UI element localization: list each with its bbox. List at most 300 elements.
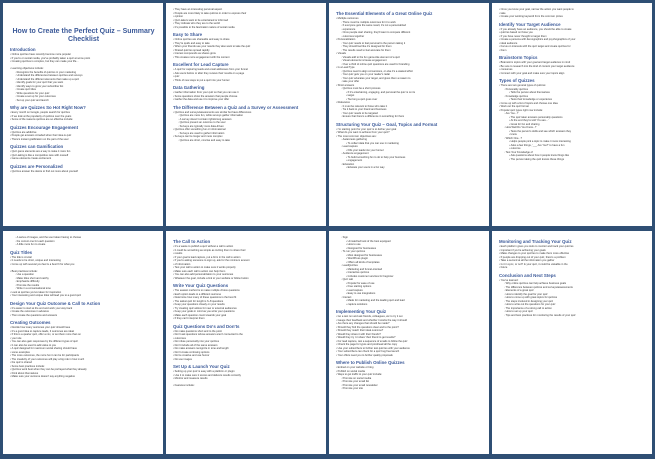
bullet-item: • Best practices include: (10, 270, 157, 274)
bullet-item: ◦ Knowledge quizzes (499, 95, 646, 99)
bullet-item: • the quiz is shared (10, 361, 157, 365)
bullet-item: • The creativity of your outcomes will play a big role in how much (10, 358, 157, 362)
section-heading: Design Your Quiz Outcome & Call to Action (10, 300, 101, 306)
bullet-item: • Some of the reasons quizzes are so effective include: (10, 118, 157, 122)
bullet-item: ◦ Interact (336, 296, 483, 300)
bullet-item: • People are more likely to take quizzes in order to express their (173, 12, 320, 16)
bullet-item: ▪ Popular for ease of use (336, 282, 483, 286)
bullet-item: ▪ Helps people pick a topic to make it more interesting (499, 140, 646, 144)
bullet-item: • Setting up your quiz is easy with a platform or plugin (173, 370, 320, 374)
bullet-item: ▪ WordPress plugin (336, 257, 483, 261)
bullet-item: • Then create the questions and answers (10, 314, 157, 318)
bullet-item: ◦ Create a set up for your outcomes (10, 95, 157, 99)
bullet-item: • Quizzes are addictive (10, 131, 157, 135)
document-page-6 (166, 231, 326, 454)
bullet-item: ◦ Write questions for your quiz (10, 92, 157, 96)
bullet-item: • Should they find the questions clear and to the point? (336, 326, 483, 330)
bullet-item: • Visuals (336, 52, 483, 56)
bullet-item: ◦ LeadQuizzes (336, 264, 483, 268)
bullet-item: ◦ experience (336, 28, 483, 32)
bullet-item: • Game elements create excitement (10, 157, 157, 161)
bullet-item: • Do be creative and use humor (173, 354, 320, 358)
bullet-item: ▪ Marketing and funnel-oriented (336, 268, 483, 272)
bullet-item: • If your goal is lead capture, put a form in the call to action (173, 256, 320, 260)
bullet-item: ◦ Promote the results (10, 284, 157, 288)
bullet-item: ◦ Your quiz needs to feel personal to the person taking it (336, 42, 483, 46)
bullet-list (173, 38, 320, 59)
bullet-item: • them (499, 49, 646, 53)
document-page-1 (3, 3, 163, 226)
page-grid (3, 3, 652, 454)
section-heading: Excellent for Lead Capture (173, 62, 229, 67)
bullet-item: • your site (10, 337, 157, 341)
bullet-item: ▪ If it's entertaining, engaging, and personal the quiz is on its (336, 91, 483, 95)
bullet-item: ◦ The steps involved in designing your quiz (499, 300, 646, 304)
section-heading: Monitoring and Tracking Your Quiz (499, 239, 572, 244)
bullet-item: ◦ How to set up your quiz (499, 310, 646, 314)
section-heading: Introduction (10, 47, 36, 52)
bullet-item: ◦ If everyone gets the same result, it's not a personalized (336, 24, 483, 28)
bullet-item: ▪ Easy to use integrations (336, 292, 483, 296)
bullet-item: ◦ Test Your Knowledge of (499, 151, 646, 155)
section-heading: Quiz Questions Do's and Don'ts (173, 323, 240, 329)
section-heading: Set Up & Launch Your Quiz (173, 364, 230, 369)
bullet-list (173, 68, 320, 82)
bullet-item: ▪ Unmatched look of the best equipped (336, 240, 483, 244)
bullet-item: • Once you know your goal, narrow the action you want people to (499, 8, 646, 12)
section-heading: Implementing Your Quiz (336, 309, 387, 314)
bullet-item: ◦ A survey doesn't contain right/wrong answers (173, 118, 320, 122)
bullet-item: • Creating quizzes is complex, but they can make your life... (10, 60, 157, 64)
bullet-item: • Interest compounds as shares grow (173, 52, 320, 56)
bullet-item: • Some best practices include: (10, 365, 157, 369)
bullet-item: ◦ Promote your email newsletter (336, 384, 483, 388)
bullet-list (173, 245, 320, 280)
bullet-item: ▪ Includes customer services for beginner (336, 275, 483, 279)
bullet-item: • Multiple outcomes (336, 17, 483, 21)
bullet-item: • What do you want to achieve from your quiz? (336, 131, 483, 135)
bullet-item: • Make each question count towards your goal (173, 314, 320, 318)
bullet-item: ▪ Interactive quizzes (336, 271, 483, 275)
bullet-item: • quizzes based on those you (499, 31, 646, 35)
bullet-item: • If people are dropping out of your quiz, there's a problem (499, 256, 646, 260)
bullet-item: ◦ Tie it back to your brand and business (336, 108, 483, 112)
bullet-item: • Whatever the goal, include a link to your website or follow button (173, 277, 320, 281)
bullet-item: • Your interesting and unique titles will lead you to a good quiz (10, 294, 157, 298)
document-page-8 (492, 231, 652, 454)
bullet-item: • There's instant gratification on the part of the user (10, 138, 157, 142)
bullet-item: • Each platform gives you tools to monitor and track your quizzes (499, 245, 646, 249)
bullet-item: ▪ Tells the person about themselves (499, 91, 646, 95)
bullet-item: • It's a good idea to capture leads, 3 outcomes are ideal (10, 330, 157, 334)
bullet-item: • A quiz designed for maximum social sharing should have (10, 347, 157, 351)
bullet-item: ◦ Write in a conversational tone (10, 287, 157, 291)
section-heading: Why are Quizzes So Hot Right Now? (10, 105, 86, 110)
bullet-item: ◦ Over a third of online quiz questions are used for branding (336, 63, 483, 67)
bullet-item: ◦ Create quiz titles (10, 88, 157, 92)
bullet-item: • Come up with a list of topics and choose one idea (499, 102, 646, 106)
bullet-item: • If you're on social media, you've probably taken a quiz at some point (10, 57, 157, 61)
bullet-list (173, 289, 320, 321)
bullet-item: • Use your subscribers to further test quizzes with your audience (336, 347, 483, 351)
section-heading: Identify Your Target Audience (499, 21, 561, 27)
section-heading: The Call to Action (173, 239, 211, 244)
section-heading: Types of Quizzes (499, 78, 535, 83)
bullet-item: • results (173, 252, 320, 256)
bullet-list (499, 279, 646, 318)
document-page-3 (329, 3, 489, 226)
bullet-item: ▪ outcome (499, 147, 646, 151)
bullet-item: • People get answers crowded when their idea is quiz (10, 134, 157, 138)
bullet-list (10, 111, 157, 122)
bullet-item: ◦ A series of images, and the user taken having to choose (10, 236, 157, 240)
bullet-item: • Connect with your goal and make sure your topics align (499, 72, 646, 76)
bullet-item: ◦ Your quiz needs to be targeted (336, 112, 483, 116)
bullet-item: ◦ It must be relevant to those who take it (336, 105, 483, 109)
bullet-list (173, 91, 320, 102)
bullet-item: ▪ At the end they're told 'You are...' (499, 119, 646, 123)
bullet-item: • Personalization (336, 38, 483, 42)
bullet-item: ◦ Promote your email list (336, 380, 483, 384)
bullet-item: • Online quizzes are shareable and easy to share (173, 38, 320, 42)
bullet-item: • You've learned: (499, 279, 646, 283)
bullet-item: • Work out the quiz format (499, 105, 646, 109)
bullet-item: • Would they share it with their friends? (336, 333, 483, 337)
bullet-item: ◦ Understand the differences between quizzes and surveys (10, 74, 157, 78)
bullet-list (499, 8, 646, 19)
section-heading: Easy to Share (173, 32, 203, 37)
document-page-4 (492, 3, 652, 226)
document-title: How to Create the Perfect Quiz – Summary Checklist (12, 28, 155, 43)
bullet-item: • Do make questions short and to the point (173, 330, 320, 334)
bullet-item: ◦ Use a question (10, 273, 157, 277)
bullet-item: • When your friends see your results they also want to take the quiz (173, 45, 320, 49)
section-heading: The Difference Between a Quiz and a Survey or Assessment (173, 104, 299, 110)
bullet-item: • It's a waste to publish a quiz without a call to action (173, 245, 320, 249)
bullet-item: ▪ Tests their knowledge or experience (499, 98, 646, 102)
bullet-item: • Focus on interests with the quiz target and create quizzes for (499, 45, 646, 49)
bullet-item: • The title is crucial (10, 256, 157, 260)
bullet-item: ◦ Promote on social media (336, 377, 483, 381)
bullet-item: • Don't include all of the same answers (173, 344, 320, 348)
bullet-item: ◦ Surveys are typically more data-driven (173, 125, 320, 129)
bullet-item: ◦ Make titles short and catchy (10, 277, 157, 281)
bullet-item: • Online quizzes have recently become more popular (10, 53, 157, 57)
bullet-item: • Ways to get traffic to your quiz include: (336, 373, 483, 377)
bullet-item: • Take a second at all the information you gather (499, 259, 646, 263)
bullet-item: • Make changes to your quizzes to make them more effective (499, 252, 646, 256)
bullet-item: ◦ Surveys are used to gather information (173, 132, 320, 136)
bullet-item: • Quiz-taking is like a competitive race with oneself (10, 154, 157, 158)
bullet-item: • Do infuse personality into your quizzes (173, 340, 320, 344)
bullet-item: ◦ To run your quizzes (336, 250, 483, 254)
bullet-item: ◦ The difference between quizzes and surveys/assessments (499, 286, 646, 290)
bullet-item: • It's easier to start at the end and work your way back (10, 307, 157, 311)
bullet-item: • Quiz-takers want to be entertained or informed (173, 19, 320, 23)
bullet-item: • of information (173, 263, 320, 267)
bullet-item: • Are there any changes that should be made? (336, 322, 483, 326)
bullet-item: • Each option leads to a different outcome (173, 293, 320, 297)
bullet-item: ◦ How Well Do You Know...? (499, 126, 646, 130)
bullet-list (173, 8, 320, 29)
bullet-item: ▪ The person taking the quiz knows these things (499, 158, 646, 162)
bullet-item: • Don't ask questions whose answers aren't connected to the (173, 333, 320, 337)
bullet-item: ◦ Emphasize difficulty (10, 280, 157, 284)
bullet-item: • Would they try 'or share' their friend to get results? (336, 336, 483, 340)
bullet-list (10, 131, 157, 142)
bullet-item: ◦ Quizzes are more fun, while surveys gather information (173, 114, 320, 118)
bullet-item: ◦ Quiz Lab (336, 278, 483, 282)
bullet-item: ◦ Quizzes need to align conversions, or else it's a wasted effort (336, 70, 483, 74)
bullet-item: • opinion (173, 15, 320, 19)
document-page-5 (3, 231, 163, 454)
bullet-item: • The safest quiz for length is 6–8 questions (173, 300, 320, 304)
bullet-item: • This creates more engagement with the content (173, 56, 320, 60)
bullet-item: • Keep your goals in mind as you write your questions (173, 310, 320, 314)
bullet-item: • If you have never thought to target them (499, 35, 646, 39)
bullet-item: ▪ Made for marketing and the leading quiz and lead (336, 299, 483, 303)
bullet-item: • Do make answers recognize in tone and length (173, 347, 320, 351)
bullet-item: ▪ Too long a quiz goes over (336, 98, 483, 102)
bullet-item: • take (499, 12, 646, 16)
document-page-2 (166, 3, 326, 226)
bullet-item: ◦ Which One...? (499, 137, 646, 141)
bullet-list (336, 315, 483, 357)
bullet-item: ◦ Promote your site (336, 387, 483, 391)
bullet-list (499, 28, 646, 53)
bullet-item: • They're quick and easy to take (173, 42, 320, 46)
section-heading: Brainstorm Topics (499, 55, 538, 60)
bullet-item: ▪ Asks a few things, '___ Are You?' to have a fun (499, 144, 646, 148)
bullet-list (173, 111, 320, 143)
bullet-list (499, 245, 646, 270)
bullet-item: • I'm starting point for your quiz is to define your goal (336, 128, 483, 132)
bullet-item: • ideal audience (499, 42, 646, 46)
bullet-item: ◦ Visual elements increase engagement (336, 59, 483, 63)
bullet-item: • Come up with several you feel is a best fit for what you (10, 263, 157, 267)
bullet-item: ◦ Your quiz educates your target, and gives them a reason to (336, 77, 483, 81)
bullet-item: ▪ Free starting options (336, 285, 483, 289)
bullet-item: ◦ Quizzes present an outcome to the user (173, 121, 320, 125)
bullet-item: ▪ To build something fun to do to help your business (336, 156, 483, 160)
bullet-item: • The easiest method is to make multiple choice questions (173, 289, 320, 293)
bullet-item: • Do use images (173, 358, 320, 362)
bullet-item: • quiz (173, 75, 320, 79)
bullet-item: ▪ The quiz taker answers personality questions (499, 116, 646, 120)
bullet-item: • For lead capture, test a sequence of emails to follow the quiz (336, 340, 483, 344)
bullet-item: • Quizzes offer something fun or informational (173, 128, 320, 132)
bullet-item: ▪ Great for fun and sharing (499, 123, 646, 127)
bullet-item: • Check the page for typos and proofread all the copy (336, 343, 483, 347)
bullet-item: ◦ the correct one for each question (10, 240, 157, 244)
bullet-item: • Use it to make sure it scores and delivers results correctly (173, 374, 320, 378)
bullet-item: ▪ Tests the person's skills and see which answers they (499, 130, 646, 134)
bullet-item: ◦ Your quiz gets you on your reader's radar (336, 73, 483, 77)
bullet-item: ▪ Educate your users in a fun way (336, 166, 483, 170)
bullet-item: • Publish on social media (336, 370, 483, 374)
bullet-item: ◦ How to identify the goal for your quiz (499, 293, 646, 297)
bullet-list (10, 326, 157, 379)
bullet-item: • Decide how many outcomes your quiz should have (10, 326, 157, 330)
bullet-item: • Don't create confusing options (173, 351, 320, 355)
bullet-item: • think about themselves (10, 372, 157, 376)
section-heading: Where to Publish Online Quizzes (336, 360, 405, 365)
section-heading: Quizzes can Gamification (10, 144, 64, 149)
bullet-item: ◦ Understand the different elements that make up a quiz (10, 78, 157, 82)
bullet-item: ▪ Designed for businesses (336, 247, 483, 251)
section-heading: Conclusion and Next Steps (499, 272, 556, 278)
bullet-item: • You can also add personalization to your outcomes (173, 273, 320, 277)
bullet-item: • Popular quiz types right now include: (499, 109, 646, 113)
bullet-item: • The more outcomes, the more fun it can be for participants (10, 354, 157, 358)
bullet-item: • Create your working keyword from the common prices (499, 15, 646, 19)
bullet-item: • Is a Lead Type (336, 66, 483, 70)
bullet-list (10, 53, 157, 102)
bullet-item: • It's possible to the fascination nature of social media (173, 26, 320, 30)
bullet-item: ◦ How to come up with great topics for quizzes (499, 296, 646, 300)
bullet-item: ◦ The results need to feel accurate for them (336, 49, 483, 53)
bullet-item: ◦ Quizzes are short, concise and easy to take (173, 139, 320, 143)
bullet-item: • Quizzes and surveys/assessments are similar but have differences (173, 111, 320, 115)
bullet-item: ◦ A little more fun to create (10, 243, 157, 247)
bullet-item: • Quiz game elements are a way to make it more fun (10, 150, 157, 154)
bullet-item: ◦ Elements of a great quiz (499, 289, 646, 293)
bullet-item: ▪ To collect data that you can use in marketing (336, 142, 483, 146)
bullet-item: • Ask users before or after they receive their results on a page (173, 72, 320, 76)
bullet-item: ◦ Tips and best practices for monitoring the results of your quiz (499, 314, 646, 318)
bullet-item: • It could be something as simple as inviting them to share their (173, 249, 320, 253)
section-heading: Data Gathering (173, 85, 205, 90)
section-heading: Quizzes Encourage Engagement (10, 124, 79, 130)
bullet-list (10, 170, 157, 174)
bullet-item: ◦ Identify goals for your quiz that you want (10, 81, 157, 85)
bullet-item: ◦ How to write out the questions for your quiz (499, 303, 646, 307)
bullet-item: • Is it in sync, or not? Is your quiz, it could be valuable in the (499, 263, 646, 267)
bullet-item: ◦ Audience engagement (336, 152, 483, 156)
bullet-item: • Make sure your outcome doesn't say anything negative (10, 375, 157, 379)
bullet-item: • Quizzes work best when they can be portrayed what they already (10, 368, 157, 372)
bullet-item: • Brainstorm topics with your goal and target audience in mind (499, 61, 646, 65)
bullet-item: ▪ Offers all kinds of templates (336, 261, 483, 265)
bullet-item: • Think of new ways to put a quiz into your funnel (173, 79, 320, 83)
bullet-item: • Try creating quiz advice for new or external audiences (173, 307, 320, 311)
bullet-item: • some examples (10, 351, 157, 355)
bullet-item: • Gauge their feedback and whether it works the way it should (336, 319, 483, 323)
bullet-item: ◦ Identify ways to grow your subscriber list (10, 85, 157, 89)
bullet-list (173, 330, 320, 362)
bullet-list (336, 366, 483, 391)
bullet-item: • Make sure each call to action can help them (173, 270, 320, 274)
bullet-item: ◦ They should feel like it's designed for them (336, 45, 483, 49)
bullet-item: • They have an interesting personal aspect (173, 8, 320, 12)
bullet-item: • Create a persona with demographics and psychographics of your (499, 38, 646, 42)
bullet-item: ▪ engagement (336, 159, 483, 163)
bullet-item: • Test your call to action to make sure it works properly (173, 266, 320, 270)
bullet-item: ◦ Set up your quiz and launch (10, 99, 157, 103)
bullet-item: • Some questions show the answers that people choose (173, 95, 320, 99)
bullet-item: ◦ Sign (336, 236, 483, 240)
bullet-item: • Surveys can be longer and more complex (173, 135, 320, 139)
bullet-item: ◦ The importance of a strong call to action (499, 307, 646, 311)
bullet-item: • Be sure to research into the kind of content your target audience (499, 65, 646, 69)
bullet-item: • Relevance (336, 101, 483, 105)
bullet-item: • There are two general types of quizzes: (499, 84, 646, 88)
bullet-item: • Gather the data and use it to improve your offer (173, 98, 320, 102)
bullet-item: ◦ Why online quizzes can help achieve business goals (499, 282, 646, 286)
bullet-item: • outcomes (173, 337, 320, 341)
bullet-item: ▪ Lead capture (336, 289, 483, 293)
bullet-list (336, 17, 483, 119)
bullet-item: • It can also be used to add value to you (10, 344, 157, 348)
bullet-list (173, 370, 320, 388)
bullet-item: • Short answers (336, 84, 483, 88)
bullet-item: ▪ Fills your leads into your funnel (336, 149, 483, 153)
bullet-item: • Features include: (173, 384, 320, 388)
bullet-item: • Create the outcomes in advance (10, 310, 157, 314)
bullet-item: • If we look at the popularity of quizzes over the years (10, 115, 157, 119)
bullet-item: ◦ Lead capture (336, 145, 483, 149)
bullet-item: • Gather information from your quiz so that you can use it (173, 91, 320, 95)
section-heading: Quiz Titles (10, 249, 33, 255)
section-heading: Write Your Quiz Questions (173, 283, 229, 288)
bullet-list (10, 256, 157, 298)
bullet-item: • Important if you're achieving your goals (499, 249, 646, 253)
bullet-item: • They indicate who they are to the world (173, 22, 320, 26)
bullet-item: • Your subscribers can check for a quiz bug free launch (336, 350, 483, 354)
bullet-item: • Shared quizzes spread rapidly (173, 49, 320, 53)
bullet-item: ▪ know (499, 133, 646, 137)
bullet-item: ▪ Most designed for businesses (336, 254, 483, 258)
bullet-item: ▪ How to use (336, 243, 483, 247)
bullet-item: ◦ Once people start sharing, they'll want to compare different (336, 31, 483, 35)
bullet-item: ◦ Recognize the benefits of quizzes in your marketing (10, 71, 157, 75)
bullet-item: ◦ Personality quizzes (499, 88, 646, 92)
bullet-item: ◦ There must be multiple outcomes for it to work (336, 21, 483, 25)
bullet-item: • Determine how many of these questions is the best fit (173, 296, 320, 300)
bullet-item: ◦ Are You...? (499, 112, 646, 116)
document-page-7 (329, 231, 489, 454)
bullet-item: ◦ Visuals add to the fun game-like element of a quiz (336, 56, 483, 60)
bullet-item: • If they can't interpret them (173, 317, 320, 321)
bullet-item: ▪ target (336, 94, 483, 98)
bullet-list (499, 61, 646, 75)
bullet-list (10, 307, 157, 318)
section-heading: The Essential Elements of a Great Online Quiz (336, 11, 433, 16)
bullet-item: • The most common objectives are: (336, 135, 483, 139)
bullet-list (336, 128, 483, 170)
bullet-list (10, 236, 157, 247)
bullet-item: ▪ capture solutions (336, 303, 483, 307)
section-heading: Creating Outcomes (10, 320, 51, 325)
bullet-list (336, 236, 483, 306)
section-heading: Structuring Your Quiz – Goal, Topics and Format (336, 121, 438, 127)
bullet-item: ◦ take your offer (336, 80, 483, 84)
bullet-item: ▪ Ask questions about how it people know things like (499, 154, 646, 158)
bullet-item: • Every month on Google, people search for quizzes (10, 111, 157, 115)
bullet-item: • If this is a quarter quiz, offer a mix, or set them more than on (10, 333, 157, 337)
bullet-item: • Embed on your website or blog (336, 366, 483, 370)
bullet-item: • Learning objectives include: (10, 67, 157, 71)
bullet-item: • You can also gain responses by the different types of quiz (10, 340, 157, 344)
bullet-list (499, 84, 646, 161)
bullet-item: • consumes (499, 68, 646, 72)
bullet-item: ◦ outcomes together (336, 35, 483, 39)
bullet-item: • Look at quizzes you've taken for inspiration (10, 291, 157, 295)
bullet-item: • A quiz for capturing leads and email addresses from your funnel (173, 68, 320, 72)
section-heading: Quizzes are Personalized (10, 163, 63, 169)
bullet-item: ◦ Awareness gathering (336, 138, 483, 142)
bullet-item: • Your offers need you to further quality proposals (336, 354, 483, 358)
